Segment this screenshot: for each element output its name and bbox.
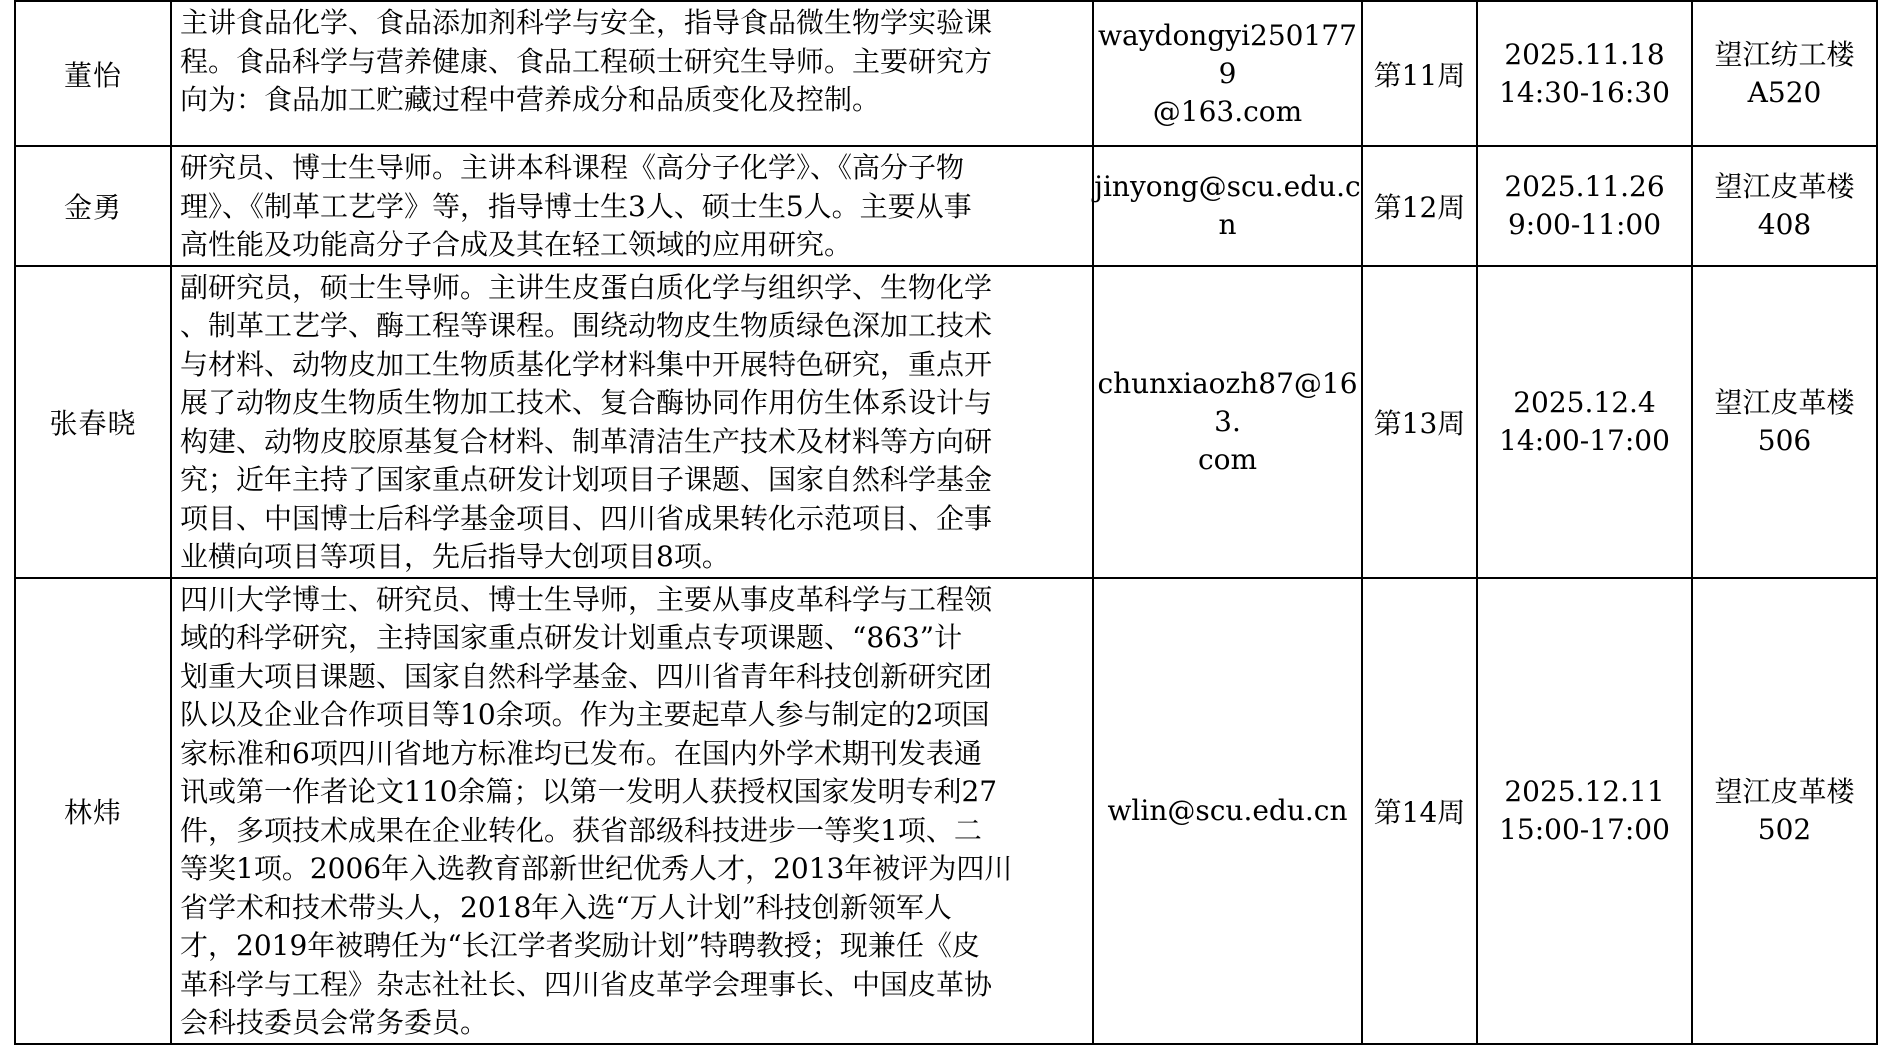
location-room: 408 [1757, 207, 1812, 241]
intro-line: 项目、中国博士后科学基金项目、四川省成果转化示范项目、企事 [180, 501, 993, 535]
email-line: waydongyi2501779 [1098, 18, 1357, 90]
intro-line: 省学术和技术带头人，2018年入选“万人计划”科技创新领军人 [180, 890, 952, 924]
location-building: 望江皮革楼 [1714, 385, 1855, 419]
week-cell [1362, 578, 1477, 1044]
intro-line: 讯或第一作者论文110余篇；以第一发明人获授权国家发明专利27 [180, 775, 998, 808]
teacher-intro-cell [171, 266, 1093, 578]
intro-line: 队以及企业合作项目等10余项。作为主要起草人参与制定的2项国 [180, 698, 990, 731]
location-cell [1692, 146, 1877, 266]
teacher-intro-cell [171, 146, 1093, 266]
location-building: 望江皮革楼 [1714, 169, 1855, 203]
datetime-cell [1477, 1, 1692, 146]
intro-line: 与材料、动物皮加工生物质基化学材料集中开展特色研究，重点开 [180, 347, 993, 381]
intro-line: 才，2019年被聘任为“长江学者奖励计划”特聘教授；现兼任《皮 [180, 929, 980, 962]
intro-line: 副研究员，硕士生导师。主讲生皮蛋白质化学与组织学、生物化学 [180, 270, 993, 304]
time-text: 14:30-16:30 [1499, 75, 1670, 109]
datetime-cell [1477, 266, 1692, 578]
date-text: 2025.12.11 [1504, 774, 1665, 808]
teacher-name: 董怡 [63, 58, 122, 92]
intro-line: 业横向项目等项目，先后指导大创项目8项。 [180, 540, 730, 573]
intro-line: 会科技委员会常务委员。 [180, 1006, 489, 1039]
email-cell [1093, 266, 1362, 578]
table-row [15, 266, 1877, 578]
week-cell [1362, 146, 1477, 266]
location-building: 望江皮革楼 [1714, 774, 1855, 808]
teacher-name-cell [15, 578, 171, 1044]
teacher-name-cell [15, 266, 171, 578]
location-cell [1692, 266, 1877, 578]
location-room: A520 [1747, 75, 1822, 109]
email-cell [1093, 578, 1362, 1044]
intro-line: 家标准和6项四川省地方标准均已发布。在国内外学术期刊发表通 [180, 736, 982, 770]
date-text: 2025.11.26 [1504, 169, 1665, 203]
datetime-cell [1477, 578, 1692, 1044]
intro-line: 、制革工艺学、酶工程等课程。围绕动物皮生物质绿色深加工技术 [180, 309, 993, 342]
intro-line: 高性能及功能高分子合成及其在轻工领域的应用研究。 [180, 228, 853, 261]
time-text: 15:00-17:00 [1499, 812, 1670, 846]
week-label: 第12周 [1373, 190, 1466, 224]
location-building: 望江纺工楼 [1714, 37, 1855, 71]
intro-line: 域的科学研究，主持国家重点研发计划重点专项课题、“863”计 [180, 621, 963, 654]
intro-line: 展了动物皮生物质生物加工技术、复合酶协同作用仿生体系设计与 [180, 386, 993, 419]
teacher-name: 金勇 [63, 190, 122, 224]
location-room: 502 [1757, 812, 1812, 846]
intro-line: 四川大学博士、研究员、博士生导师，主要从事皮革科学与工程领 [180, 582, 993, 616]
intro-line: 主讲食品化学、食品添加剂科学与安全，指导食品微生物学实验课 [180, 6, 993, 39]
email-line: chunxiaozh87@163. [1097, 366, 1358, 438]
table-row [15, 1, 1877, 146]
lecture-schedule-table [14, 0, 1878, 1045]
intro-line: 革科学与工程》杂志社社长、四川省皮革学会理事长、中国皮革协 [180, 967, 993, 1001]
location-room: 506 [1757, 423, 1812, 457]
date-text: 2025.11.18 [1504, 37, 1665, 71]
week-label: 第13周 [1373, 406, 1466, 440]
intro-line: 构建、动物皮胶原基复合材料、制革清洁生产技术及材料等方向研 [180, 424, 993, 458]
table-row [15, 146, 1877, 266]
email-line: wlin@scu.edu.cn [1107, 793, 1348, 827]
time-text: 14:00-17:00 [1499, 423, 1670, 457]
intro-line: 程。食品科学与营养健康、食品工程硕士研究生导师。主要研究方 [180, 44, 993, 78]
intro-line: 研究员、博士生导师。主讲本科课程《高分子化学》、《高分子物 [180, 151, 965, 184]
datetime-cell [1477, 146, 1692, 266]
teacher-name-cell [15, 1, 171, 146]
email-line: jinyong@scu.edu.cn [1094, 169, 1361, 241]
location-cell [1692, 578, 1877, 1044]
week-label: 第11周 [1373, 58, 1466, 92]
teacher-intro-cell [171, 578, 1093, 1044]
week-label: 第14周 [1373, 795, 1466, 829]
time-text: 9:00-11:00 [1507, 207, 1662, 241]
teacher-name-cell [15, 146, 171, 266]
week-cell [1362, 1, 1477, 146]
teacher-intro-cell [171, 1, 1093, 146]
intro-line: 等奖1项。2006年入选教育部新世纪优秀人才，2013年被评为四川 [180, 852, 1013, 885]
email-line: @163.com [1152, 94, 1303, 128]
intro-line: 究；近年主持了国家重点研发计划项目子课题、国家自然科学基金 [180, 463, 993, 496]
intro-line: 向为：食品加工贮藏过程中营养成分和品质变化及控制。 [180, 83, 881, 116]
email-line: com [1197, 442, 1258, 476]
email-cell [1093, 1, 1362, 146]
email-cell [1093, 146, 1362, 266]
table-row [15, 578, 1877, 1044]
week-cell [1362, 266, 1477, 578]
teacher-name: 张春晓 [49, 406, 137, 440]
intro-line: 划重大项目课题、国家自然科学基金、四川省青年科技创新研究团 [180, 659, 993, 693]
date-text: 2025.12.4 [1513, 385, 1656, 419]
intro-line: 件，多项技术成果在企业转化。获省部级科技进步一等奖1项、二 [180, 813, 982, 847]
intro-line: 理》、《制革工艺学》等，指导博士生3人、硕士生5人。主要从事 [180, 189, 972, 223]
location-cell [1692, 1, 1877, 146]
teacher-name: 林炜 [63, 795, 122, 829]
